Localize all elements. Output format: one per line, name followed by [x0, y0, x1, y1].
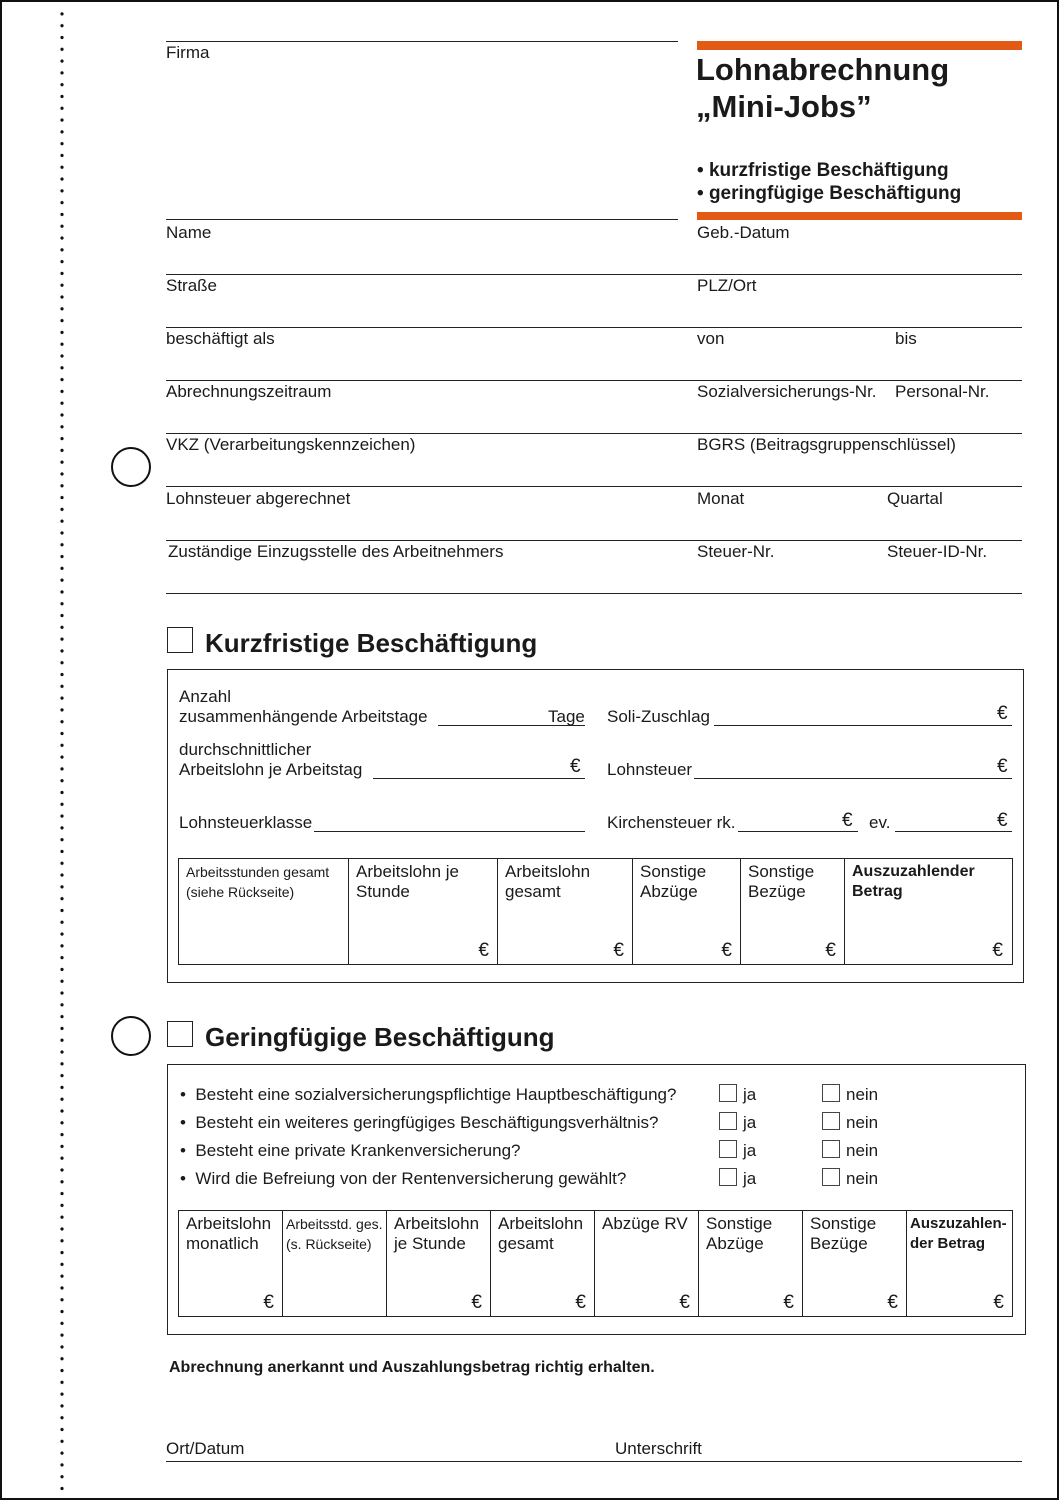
field-line[interactable] [166, 327, 1022, 328]
orange-bar-top [697, 41, 1022, 50]
anzahl-label-2: zusammenhängende Arbeitstage [179, 707, 428, 726]
arbeitslohn-je-arbeitstag-field[interactable] [373, 778, 585, 779]
table-cell-label: Arbeitslohn je Stunde [394, 1214, 480, 1253]
lohnsteuer-abgerechnet-label: Lohnsteuer abgerechnet [166, 489, 351, 508]
question-1-ja-checkbox[interactable] [719, 1084, 737, 1102]
header-bullet-1: • kurzfristige Beschäftigung [697, 160, 949, 181]
question-2-nein-checkbox[interactable] [822, 1112, 840, 1130]
question-3: • Besteht eine private Krankenversicherung? [180, 1141, 521, 1160]
perforation-edge [60, 8, 64, 1496]
euro-icon: € [997, 756, 1008, 777]
question-1-nein-checkbox[interactable] [822, 1084, 840, 1102]
vkz-label: VKZ (Verarbeitungskennzeichen) [166, 435, 416, 454]
nein-label: nein [846, 1113, 879, 1132]
table-cell-label: Arbeitsstunden gesamt (siehe Rückseite) [186, 864, 330, 900]
kirchensteuer-ev-label: ev. [869, 813, 891, 832]
question-4-ja-checkbox[interactable] [719, 1168, 737, 1186]
durchschnittlicher-label-2: Arbeitslohn je Arbeitstag [179, 760, 363, 779]
bullet-icon: • [180, 1113, 186, 1132]
monat-label: Monat [697, 489, 745, 508]
nein-label: nein [846, 1141, 879, 1160]
kirchensteuer-rk-field[interactable] [738, 831, 858, 832]
ja-label: ja [743, 1169, 757, 1188]
geringfuegig-section-title: Geringfügige Beschäftigung [205, 1022, 555, 1052]
table-cell[interactable] [633, 859, 741, 964]
bullet-icon: • [180, 1169, 186, 1188]
bullet-icon: • [180, 1085, 186, 1104]
beschaeftigt-als-label: beschäftigt als [166, 329, 275, 348]
euro-icon: € [887, 1292, 898, 1313]
einzugsstelle-label: Zuständige Einzugsstelle des Arbeitnehmers [168, 542, 504, 561]
question-1: • Besteht eine sozialversicherungspflichtige Hauptbeschäftigung? [180, 1085, 677, 1104]
field-line[interactable] [166, 274, 1022, 275]
question-2-ja-checkbox[interactable] [719, 1112, 737, 1130]
table-cell[interactable] [179, 859, 349, 964]
table-cell-label: Sonstige Abzüge [640, 862, 707, 901]
table-cell-label: Arbeitslohn monatlich [186, 1214, 272, 1253]
field-line[interactable] [166, 540, 1022, 541]
table-cell[interactable] [349, 859, 498, 964]
ja-label: ja [743, 1085, 757, 1104]
question-3-nein-checkbox[interactable] [822, 1140, 840, 1158]
euro-icon: € [575, 1292, 586, 1313]
unterschrift-label: Unterschrift [615, 1439, 702, 1458]
euro-icon: € [997, 810, 1008, 831]
euro-icon: € [263, 1292, 274, 1313]
kurzfristig-table [178, 858, 1013, 965]
quartal-label: Quartal [887, 489, 943, 508]
name-label: Name [166, 223, 212, 242]
soli-zuschlag-field[interactable] [714, 725, 1012, 726]
euro-icon: € [997, 703, 1008, 724]
table-cell-label: Arbeitslohn gesamt [498, 1214, 584, 1253]
lohnsteuer-field[interactable] [694, 778, 1012, 779]
table-cell-label: Auszuzahlender Betrag [852, 863, 975, 900]
euro-icon: € [679, 1292, 690, 1313]
euro-icon: € [783, 1292, 794, 1313]
table-cell-label: Arbeitslohn je Stunde [356, 862, 460, 901]
field-line[interactable] [166, 433, 1022, 434]
euro-icon: € [478, 940, 489, 961]
table-cell[interactable] [283, 1211, 387, 1316]
bis-label: bis [895, 329, 917, 348]
euro-icon: € [613, 940, 624, 961]
field-line[interactable] [166, 593, 1022, 594]
table-cell-label: Abzüge RV [602, 1214, 688, 1233]
table-cell[interactable] [741, 859, 845, 964]
form-title-line1: Lohnabrechnung [696, 52, 950, 87]
steuer-nr-label: Steuer-Nr. [697, 542, 775, 561]
table-cell[interactable] [907, 1211, 1012, 1316]
euro-icon: € [993, 1292, 1004, 1313]
table-cell[interactable] [803, 1211, 907, 1316]
euro-icon: € [471, 1292, 482, 1313]
table-cell-label: Auszuzahlen-der Betrag [910, 1215, 1007, 1252]
bullet-icon: • [180, 1141, 186, 1160]
sv-nr-label: Sozialversicherungs-Nr. [697, 382, 877, 401]
euro-icon: € [721, 940, 732, 961]
field-line[interactable] [166, 380, 1022, 381]
euro-icon: € [570, 756, 581, 777]
table-cell-label: Sonstige Abzüge [706, 1214, 773, 1253]
kirchensteuer-ev-field[interactable] [895, 831, 1012, 832]
geb-datum-label: Geb.-Datum [697, 223, 790, 242]
kurzfristig-checkbox[interactable] [167, 627, 193, 653]
table-cell[interactable] [845, 859, 1011, 964]
strasse-label: Straße [166, 276, 218, 295]
acknowledgement-statement: Abrechnung anerkannt und Auszahlungsbetrag richtig erhalten. [169, 1359, 655, 1376]
nein-label: nein [846, 1169, 879, 1188]
firma-label: Firma [166, 43, 210, 62]
question-4: • Wird die Befreiung von der Rentenversicherung gewählt? [180, 1169, 627, 1188]
plz-ort-label: PLZ/Ort [697, 276, 757, 295]
kirchensteuer-rk-label: Kirchensteuer rk. [607, 813, 736, 832]
question-2: • Besteht ein weiteres geringfügiges Beschäftigungsverhältnis? [180, 1113, 659, 1132]
euro-icon: € [992, 940, 1003, 961]
tage-unit: Tage [548, 707, 585, 726]
firma-line [166, 41, 678, 42]
table-cell[interactable] [179, 1211, 283, 1316]
punch-hole-icon [111, 447, 151, 487]
lohnsteuerklasse-field[interactable] [314, 831, 585, 832]
form-title-line2: „Mini-Jobs” [696, 89, 872, 124]
euro-icon: € [825, 940, 836, 961]
lohnsteuer-label: Lohnsteuer [607, 760, 693, 779]
table-cell-label: Arbeitslohn gesamt [505, 862, 591, 901]
ja-label: ja [743, 1113, 757, 1132]
field-line[interactable] [166, 486, 1022, 487]
ja-label: ja [743, 1141, 757, 1160]
table-cell-label: Arbeitsstd. ges. (s. Rückseite) [286, 1216, 383, 1252]
orange-bar-bottom [697, 212, 1022, 220]
abrechnungszeitraum-label: Abrechnungszeitraum [166, 382, 332, 401]
table-cell[interactable] [595, 1211, 699, 1316]
soli-zuschlag-label: Soli-Zuschlag [607, 707, 710, 726]
table-cell-label: Sonstige Bezüge [810, 1214, 877, 1253]
table-cell[interactable] [699, 1211, 803, 1316]
euro-icon: € [842, 810, 853, 831]
geringfuegig-checkbox[interactable] [167, 1021, 193, 1047]
bgrs-label: BGRS (Beitragsgruppenschlüssel) [697, 435, 956, 454]
table-cell[interactable] [387, 1211, 491, 1316]
bullet-icon: • [697, 160, 704, 181]
personal-nr-label: Personal-Nr. [895, 382, 990, 401]
header-bullet-2: • geringfügige Beschäftigung [697, 183, 962, 204]
signature-line[interactable] [166, 1461, 1022, 1462]
bullet-icon: • [697, 183, 704, 204]
question-4-nein-checkbox[interactable] [822, 1168, 840, 1186]
table-cell[interactable] [498, 859, 633, 964]
question-3-ja-checkbox[interactable] [719, 1140, 737, 1158]
lohnsteuerklasse-label: Lohnsteuerklasse [179, 813, 313, 832]
kurzfristig-section-title: Kurzfristige Beschäftigung [205, 628, 538, 658]
punch-hole-icon [111, 1016, 151, 1056]
anzahl-label-1: Anzahl [179, 687, 231, 706]
ort-datum-label: Ort/Datum [166, 1439, 245, 1458]
geringfuegig-table [178, 1210, 1013, 1317]
durchschnittlicher-label-1: durchschnittlicher [179, 740, 312, 759]
table-cell[interactable] [491, 1211, 595, 1316]
steuer-id-nr-label: Steuer-ID-Nr. [887, 542, 988, 561]
name-top-line [166, 219, 678, 220]
table-cell-label: Sonstige Bezüge [748, 862, 815, 901]
von-label: von [697, 329, 725, 348]
nein-label: nein [846, 1085, 879, 1104]
